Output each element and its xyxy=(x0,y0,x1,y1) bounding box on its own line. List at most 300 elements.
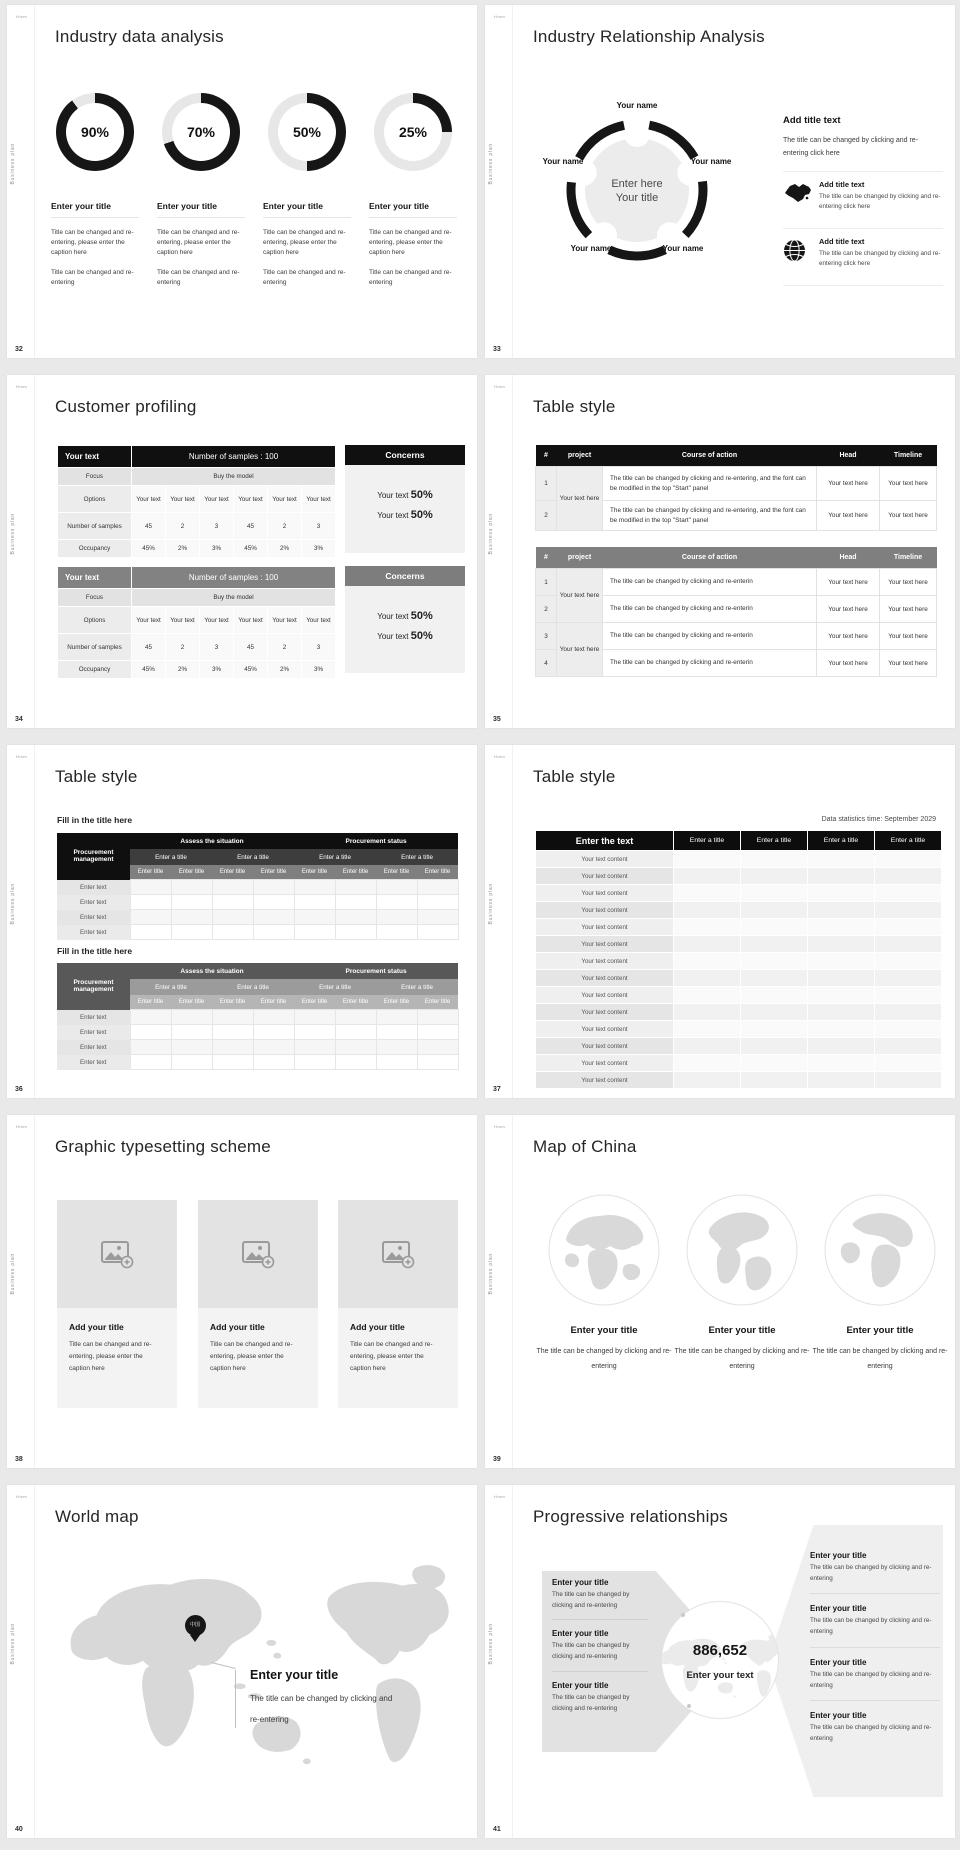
empty-cell xyxy=(171,1010,212,1025)
concerns-callout-gray xyxy=(345,566,465,673)
column-header: Course of action xyxy=(603,547,817,569)
slide-title: Table style xyxy=(533,767,616,786)
slide-36-thumbnail[interactable] xyxy=(7,745,477,1098)
logo-text: Hmm xyxy=(494,1494,506,1499)
pin-tail xyxy=(190,1635,200,1642)
empty-cell xyxy=(674,1055,740,1071)
stat-caption: Title can be changed and re-entering, please enter the caption here xyxy=(51,229,134,257)
column-header: Course of action xyxy=(603,445,817,467)
image-placeholder xyxy=(57,1200,177,1308)
table-cell: 3 xyxy=(302,513,335,539)
table-cell: The title can be changed by clicking and re-entering, and the font can be modified in the top "Start" panel xyxy=(603,501,817,531)
empty-cell xyxy=(171,1055,212,1070)
stat-caption: Title can be changed and re-entering, please enter the caption here xyxy=(369,229,452,257)
sidebar-vertical-label: Business plan xyxy=(488,883,494,925)
globe-caption: The title can be changed by clicking and re-entering xyxy=(812,1348,948,1371)
callout-heading: Concerns xyxy=(345,566,465,586)
column-header: Enter title xyxy=(294,865,335,880)
empty-cell xyxy=(808,919,874,935)
item-body: The title can be changed by clicking and re-entering click here xyxy=(819,249,941,268)
table-row xyxy=(57,1010,458,1025)
logo-text: Hmm xyxy=(494,384,506,389)
diagram-node-label: Your name xyxy=(662,244,704,253)
table-row xyxy=(536,467,937,501)
table-cell: 3 xyxy=(200,513,233,539)
table-cell: The title can be changed by clicking and re-entering, and the font can be modified in the top "Start" panel xyxy=(603,467,817,501)
table-cell: Your text here xyxy=(557,623,603,677)
diagram-node-label: Your name xyxy=(570,244,612,253)
logo-text: Hmm xyxy=(16,384,28,389)
sidebar-vertical-label: Business plan xyxy=(10,143,16,185)
table-row xyxy=(57,1040,458,1055)
empty-cell xyxy=(130,910,171,925)
diagram-node-label: Your name xyxy=(690,157,732,166)
empty-cell xyxy=(130,925,171,940)
empty-cell xyxy=(253,925,294,940)
table-row xyxy=(536,868,941,884)
empty-cell xyxy=(875,1055,941,1071)
empty-cell xyxy=(335,895,376,910)
column-header: Enter title xyxy=(212,995,253,1010)
stat-heading: Enter your title xyxy=(51,201,139,218)
item-heading: Add title text xyxy=(819,236,865,246)
list-item xyxy=(783,228,943,286)
row-label: Your text content xyxy=(536,1055,673,1071)
row-label: Enter text xyxy=(57,1010,130,1025)
logo-text: Hmm xyxy=(494,754,506,759)
group-header: Assess the situation xyxy=(130,963,294,979)
table-cell: Your text here xyxy=(817,501,880,531)
list-item xyxy=(810,1551,940,1594)
location-pin xyxy=(183,1615,207,1642)
slide-title: Graphic typesetting scheme xyxy=(55,1137,271,1156)
item-caption: The title can be changed by clicking and re-entering xyxy=(552,1642,630,1661)
item-heading: Enter your title xyxy=(810,1551,867,1560)
slide-34-thumbnail[interactable] xyxy=(7,375,477,728)
table-cell: Your text here xyxy=(880,623,937,650)
column-header: Head xyxy=(817,547,880,569)
globe-column xyxy=(674,1194,810,1374)
logo-text: Hmm xyxy=(16,754,28,759)
row-label: Your text content xyxy=(536,936,673,952)
row-label: Your text content xyxy=(536,1038,673,1054)
donut-value: 25% xyxy=(398,124,428,140)
empty-cell xyxy=(171,1025,212,1040)
logo-text: Hmm xyxy=(494,14,506,19)
table-cell: Your text xyxy=(268,486,301,512)
row-label: Enter text xyxy=(57,925,130,940)
sidebar-vertical-label: Business plan xyxy=(10,1253,16,1295)
section-label: Fill in the title here xyxy=(57,815,133,825)
table-cell: Your text here xyxy=(557,467,603,531)
column-header: Enter a title xyxy=(808,831,874,850)
stat-caption: Title can be changed and re-entering xyxy=(263,269,346,287)
slide-35-thumbnail[interactable] xyxy=(485,375,955,728)
sidebar-divider xyxy=(512,375,513,728)
corner-header: Procurement management xyxy=(57,833,130,880)
item-caption: The title can be changed by clicking and re-entering xyxy=(552,1591,630,1609)
image-placeholder-icon xyxy=(240,1239,276,1269)
table-cell: Your text xyxy=(302,486,335,512)
slide-33-thumbnail[interactable] xyxy=(485,5,955,358)
globe-caption: The title can be changed by clicking and re-entering xyxy=(674,1348,810,1371)
empty-cell xyxy=(741,1055,807,1071)
empty-cell xyxy=(875,919,941,935)
slide-39-thumbnail[interactable] xyxy=(485,1115,955,1468)
column-header: # xyxy=(536,445,557,467)
logo-text: Hmm xyxy=(16,14,28,19)
slide-title: Customer profiling xyxy=(55,397,197,416)
slide-40-thumbnail[interactable] xyxy=(7,1485,477,1838)
row-label: Your text content xyxy=(536,885,673,901)
sidebar-divider xyxy=(34,1115,35,1468)
image-placeholder-icon xyxy=(380,1239,416,1269)
stat-heading: Enter your title xyxy=(157,201,245,218)
empty-cell xyxy=(294,1055,335,1070)
item-heading: Enter your title xyxy=(810,1711,867,1721)
empty-cell xyxy=(376,1025,417,1040)
column-header: Timeline xyxy=(880,547,937,569)
globe-graphic xyxy=(824,1194,936,1306)
card-caption: Title can be changed and re-entering, please enter the caption here xyxy=(350,1341,433,1373)
globe-icon xyxy=(783,239,806,262)
empty-cell xyxy=(875,1021,941,1037)
table-cell: Your text xyxy=(166,607,199,633)
row-label: Your text content xyxy=(536,851,673,867)
list-item xyxy=(552,1629,648,1671)
list-item xyxy=(552,1681,648,1722)
empty-cell xyxy=(294,910,335,925)
donut-value: 90% xyxy=(80,124,110,140)
empty-cell xyxy=(808,885,874,901)
data-table xyxy=(535,830,942,1089)
sub-header: Enter a title xyxy=(212,849,294,865)
decor-dot xyxy=(681,1613,685,1617)
column-header: Enter title xyxy=(335,865,376,880)
table-cell: Your text xyxy=(166,486,199,512)
empty-cell xyxy=(417,1040,458,1055)
empty-cell xyxy=(130,895,171,910)
table-row xyxy=(57,910,458,925)
table-cell: 3% xyxy=(302,661,335,678)
empty-cell xyxy=(808,1072,874,1088)
empty-cell xyxy=(417,1010,458,1025)
column-header: project xyxy=(557,547,603,569)
empty-cell xyxy=(674,868,740,884)
stat-column xyxy=(369,93,475,288)
table-cell: Your text here xyxy=(817,623,880,650)
sidebar-vertical-label: Business plan xyxy=(10,1623,16,1665)
sidebar-divider xyxy=(34,1485,35,1838)
list-item xyxy=(810,1658,940,1701)
row-label: Enter text xyxy=(57,895,130,910)
stat-heading: Enter your title xyxy=(369,201,457,218)
empty-cell xyxy=(335,1055,376,1070)
row-label: Occupancy xyxy=(58,661,131,678)
center-label: Enter your text xyxy=(686,1670,754,1681)
list-item xyxy=(552,1578,648,1620)
callout-body: Your text 50% Your text 50% xyxy=(345,465,465,553)
column-header: Enter title xyxy=(171,995,212,1010)
table-row xyxy=(536,1038,941,1054)
empty-cell xyxy=(294,895,335,910)
stat-caption: Title can be changed and re-entering xyxy=(157,269,240,287)
table-row xyxy=(57,1055,458,1070)
stat-caption: Title can be changed and re-entering, please enter the caption here xyxy=(157,229,240,257)
table-cell: 1 xyxy=(536,467,557,501)
empty-cell xyxy=(294,1010,335,1025)
empty-cell xyxy=(741,953,807,969)
empty-cell xyxy=(417,925,458,940)
slide-title: Map of China xyxy=(533,1137,637,1156)
row-label: Your text content xyxy=(536,970,673,986)
slide-37-thumbnail[interactable] xyxy=(485,745,955,1098)
row-label: Your text content xyxy=(536,1004,673,1020)
table-cell: Your text here xyxy=(880,596,937,623)
sub-header: Enter a title xyxy=(212,979,294,995)
row-label: Options xyxy=(58,486,131,512)
stat-column xyxy=(51,93,157,288)
column-header: Head xyxy=(817,445,880,467)
globe-caption: The title can be changed by clicking and re-entering xyxy=(536,1348,672,1371)
table-cell: Your text xyxy=(132,607,165,633)
empty-cell xyxy=(294,1025,335,1040)
empty-cell xyxy=(171,1040,212,1055)
table-cell: Your text xyxy=(234,607,267,633)
sidebar-vertical-label: Business plan xyxy=(488,513,494,555)
table-cell: 45 xyxy=(234,513,267,539)
column-header: Enter the text xyxy=(536,831,673,850)
table-cell: The title can be changed by clicking and re-enterin xyxy=(603,569,817,596)
image-placeholder xyxy=(338,1200,458,1308)
page-number: 40 xyxy=(15,1826,23,1833)
slide-title: Industry data analysis xyxy=(55,27,224,46)
customer-table-black xyxy=(57,445,336,558)
empty-cell xyxy=(335,1025,376,1040)
empty-cell xyxy=(741,868,807,884)
callout-heading: Concerns xyxy=(345,445,465,465)
action-table-black xyxy=(535,445,937,531)
table-cell: 2 xyxy=(268,513,301,539)
group-header: Assess the situation xyxy=(130,833,294,849)
empty-cell xyxy=(212,1025,253,1040)
row-label: Your text content xyxy=(536,919,673,935)
empty-cell xyxy=(741,919,807,935)
sidebar-divider xyxy=(512,1115,513,1468)
empty-cell xyxy=(808,1055,874,1071)
empty-cell xyxy=(376,1040,417,1055)
card-caption: Title can be changed and re-entering, please enter the caption here xyxy=(210,1341,293,1373)
concerns-callout-black xyxy=(345,445,465,553)
empty-cell xyxy=(130,1040,171,1055)
sub-header: Enter a title xyxy=(376,979,458,995)
table-cell: Your text here xyxy=(880,569,937,596)
table-cell: 2% xyxy=(268,540,301,557)
table-cell: 2 xyxy=(536,596,557,623)
table-row xyxy=(536,569,937,596)
sidebar-divider xyxy=(512,745,513,1098)
empty-cell xyxy=(875,936,941,952)
table-cell: 45 xyxy=(132,634,165,660)
customer-table-gray xyxy=(57,566,336,679)
card-heading: Add your title xyxy=(69,1322,124,1332)
item-caption: The title can be changed by clicking and re-entering xyxy=(810,1564,932,1582)
empty-cell xyxy=(417,880,458,895)
table-cell: 45 xyxy=(234,634,267,660)
empty-cell xyxy=(130,1055,171,1070)
logo-text: Hmm xyxy=(16,1124,28,1129)
empty-cell xyxy=(674,987,740,1003)
empty-cell xyxy=(808,1004,874,1020)
table-cell: Your text here xyxy=(817,569,880,596)
table-cell: 3% xyxy=(302,540,335,557)
empty-cell xyxy=(674,970,740,986)
empty-cell xyxy=(741,970,807,986)
center-circle xyxy=(661,1601,779,1719)
table-cell: 2 xyxy=(268,634,301,660)
table-cell: 3 xyxy=(302,634,335,660)
row-label: Your text content xyxy=(536,953,673,969)
sidebar-divider xyxy=(512,5,513,358)
image-placeholder xyxy=(198,1200,318,1308)
table-cell: The title can be changed by clicking and re-enterin xyxy=(603,623,817,650)
page-number: 37 xyxy=(493,1086,501,1093)
item-heading: Enter your title xyxy=(810,1604,867,1614)
slide-title: Industry Relationship Analysis xyxy=(533,27,765,46)
item-caption: The title can be changed by clicking and re-entering xyxy=(810,1670,932,1689)
table-cell: The title can be changed by clicking and re-enterin xyxy=(603,650,817,677)
table-row xyxy=(536,885,941,901)
empty-cell xyxy=(808,970,874,986)
item-heading: Enter your title xyxy=(552,1680,609,1690)
row-label: Number of samples xyxy=(58,513,131,539)
page-number: 38 xyxy=(15,1456,23,1463)
empty-cell xyxy=(335,880,376,895)
corner-header: Procurement management xyxy=(57,963,130,1010)
image-placeholder-icon xyxy=(99,1239,135,1269)
empty-cell xyxy=(335,1040,376,1055)
sidebar-divider xyxy=(34,745,35,1098)
slide-title: Progressive relationships xyxy=(533,1507,728,1526)
table-row xyxy=(536,1055,941,1071)
empty-cell xyxy=(674,1072,740,1088)
sidebar-vertical-label: Business plan xyxy=(10,513,16,555)
table-cell: 45% xyxy=(132,661,165,678)
empty-cell xyxy=(130,1025,171,1040)
section-label: Fill in the title here xyxy=(57,946,133,956)
table-row xyxy=(536,936,941,952)
sidebar-divider xyxy=(34,375,35,728)
stat-caption: Title can be changed and re-entering, please enter the caption here xyxy=(263,229,346,257)
map-heading: Enter your title xyxy=(250,1668,339,1682)
empty-cell xyxy=(212,1040,253,1055)
empty-cell xyxy=(674,1004,740,1020)
table-row xyxy=(536,987,941,1003)
empty-cell xyxy=(417,1025,458,1040)
empty-cell xyxy=(376,895,417,910)
empty-cell xyxy=(376,925,417,940)
slide-41-thumbnail[interactable] xyxy=(485,1485,955,1838)
empty-cell xyxy=(335,910,376,925)
empty-cell xyxy=(253,1055,294,1070)
globe-graphic xyxy=(686,1194,798,1306)
sub-header: Enter a title xyxy=(294,849,376,865)
table-row xyxy=(536,902,941,918)
empty-cell xyxy=(808,953,874,969)
donut-value: 50% xyxy=(292,124,322,140)
empty-cell xyxy=(171,925,212,940)
list-item xyxy=(783,171,943,228)
diagram-center-label: Enter here Your title xyxy=(611,178,663,205)
table-cell: Your text here xyxy=(557,569,603,623)
column-header: project xyxy=(557,445,603,467)
action-table-gray xyxy=(535,547,937,677)
table-row xyxy=(536,970,941,986)
empty-cell xyxy=(875,1038,941,1054)
item-caption: The title can be changed by clicking and re-entering xyxy=(552,1693,630,1712)
table-cell: 45% xyxy=(132,540,165,557)
column-header: Enter title xyxy=(253,995,294,1010)
table-cell: 3 xyxy=(200,634,233,660)
sub-header: Enter a title xyxy=(130,849,212,865)
column-header: Enter title xyxy=(376,865,417,880)
empty-cell xyxy=(674,1021,740,1037)
empty-cell xyxy=(212,1055,253,1070)
empty-cell xyxy=(875,953,941,969)
card-caption: Title can be changed and re-entering, please enter the caption here xyxy=(69,1341,152,1373)
table-row xyxy=(57,1025,458,1040)
column-header: Enter a title xyxy=(674,831,740,850)
column-header: Enter title xyxy=(417,865,458,880)
table-cell: Your text here xyxy=(880,467,937,501)
map-caption: The title can be changed by clicking and re-entering xyxy=(250,1694,393,1724)
empty-cell xyxy=(417,910,458,925)
empty-cell xyxy=(674,953,740,969)
sidebar-vertical-label: Business plan xyxy=(10,883,16,925)
empty-cell xyxy=(875,970,941,986)
statistics-note: Data statistics time: September 2029 xyxy=(821,816,936,823)
empty-cell xyxy=(741,936,807,952)
stat-heading: Enter your title xyxy=(263,201,351,218)
row-label: Enter text xyxy=(57,1025,130,1040)
empty-cell xyxy=(875,868,941,884)
row-label: Your text content xyxy=(536,868,673,884)
page-number: 33 xyxy=(493,346,501,353)
sub-header: Enter a title xyxy=(376,849,458,865)
table-row xyxy=(536,1004,941,1020)
table-header: Number of samples : 100 xyxy=(132,567,335,588)
table-cell: Buy the model xyxy=(132,589,335,606)
slide-38-thumbnail[interactable] xyxy=(7,1115,477,1468)
page-number: 41 xyxy=(493,1826,501,1833)
empty-cell xyxy=(875,902,941,918)
empty-cell xyxy=(875,885,941,901)
card-heading: Add your title xyxy=(350,1322,405,1332)
empty-cell xyxy=(253,1040,294,1055)
globe-heading: Enter your title xyxy=(570,1325,638,1336)
column-header: Enter title xyxy=(130,865,171,880)
empty-cell xyxy=(808,851,874,867)
slide-title: World map xyxy=(55,1507,139,1526)
stat-column xyxy=(263,93,369,288)
slide-32-thumbnail[interactable] xyxy=(7,5,477,358)
connector-line xyxy=(235,1670,236,1728)
table-row xyxy=(536,623,937,650)
row-label: Enter text xyxy=(57,910,130,925)
table-row xyxy=(536,851,941,867)
table-row xyxy=(536,953,941,969)
item-caption: The title can be changed by clicking and re-entering xyxy=(810,1617,932,1636)
